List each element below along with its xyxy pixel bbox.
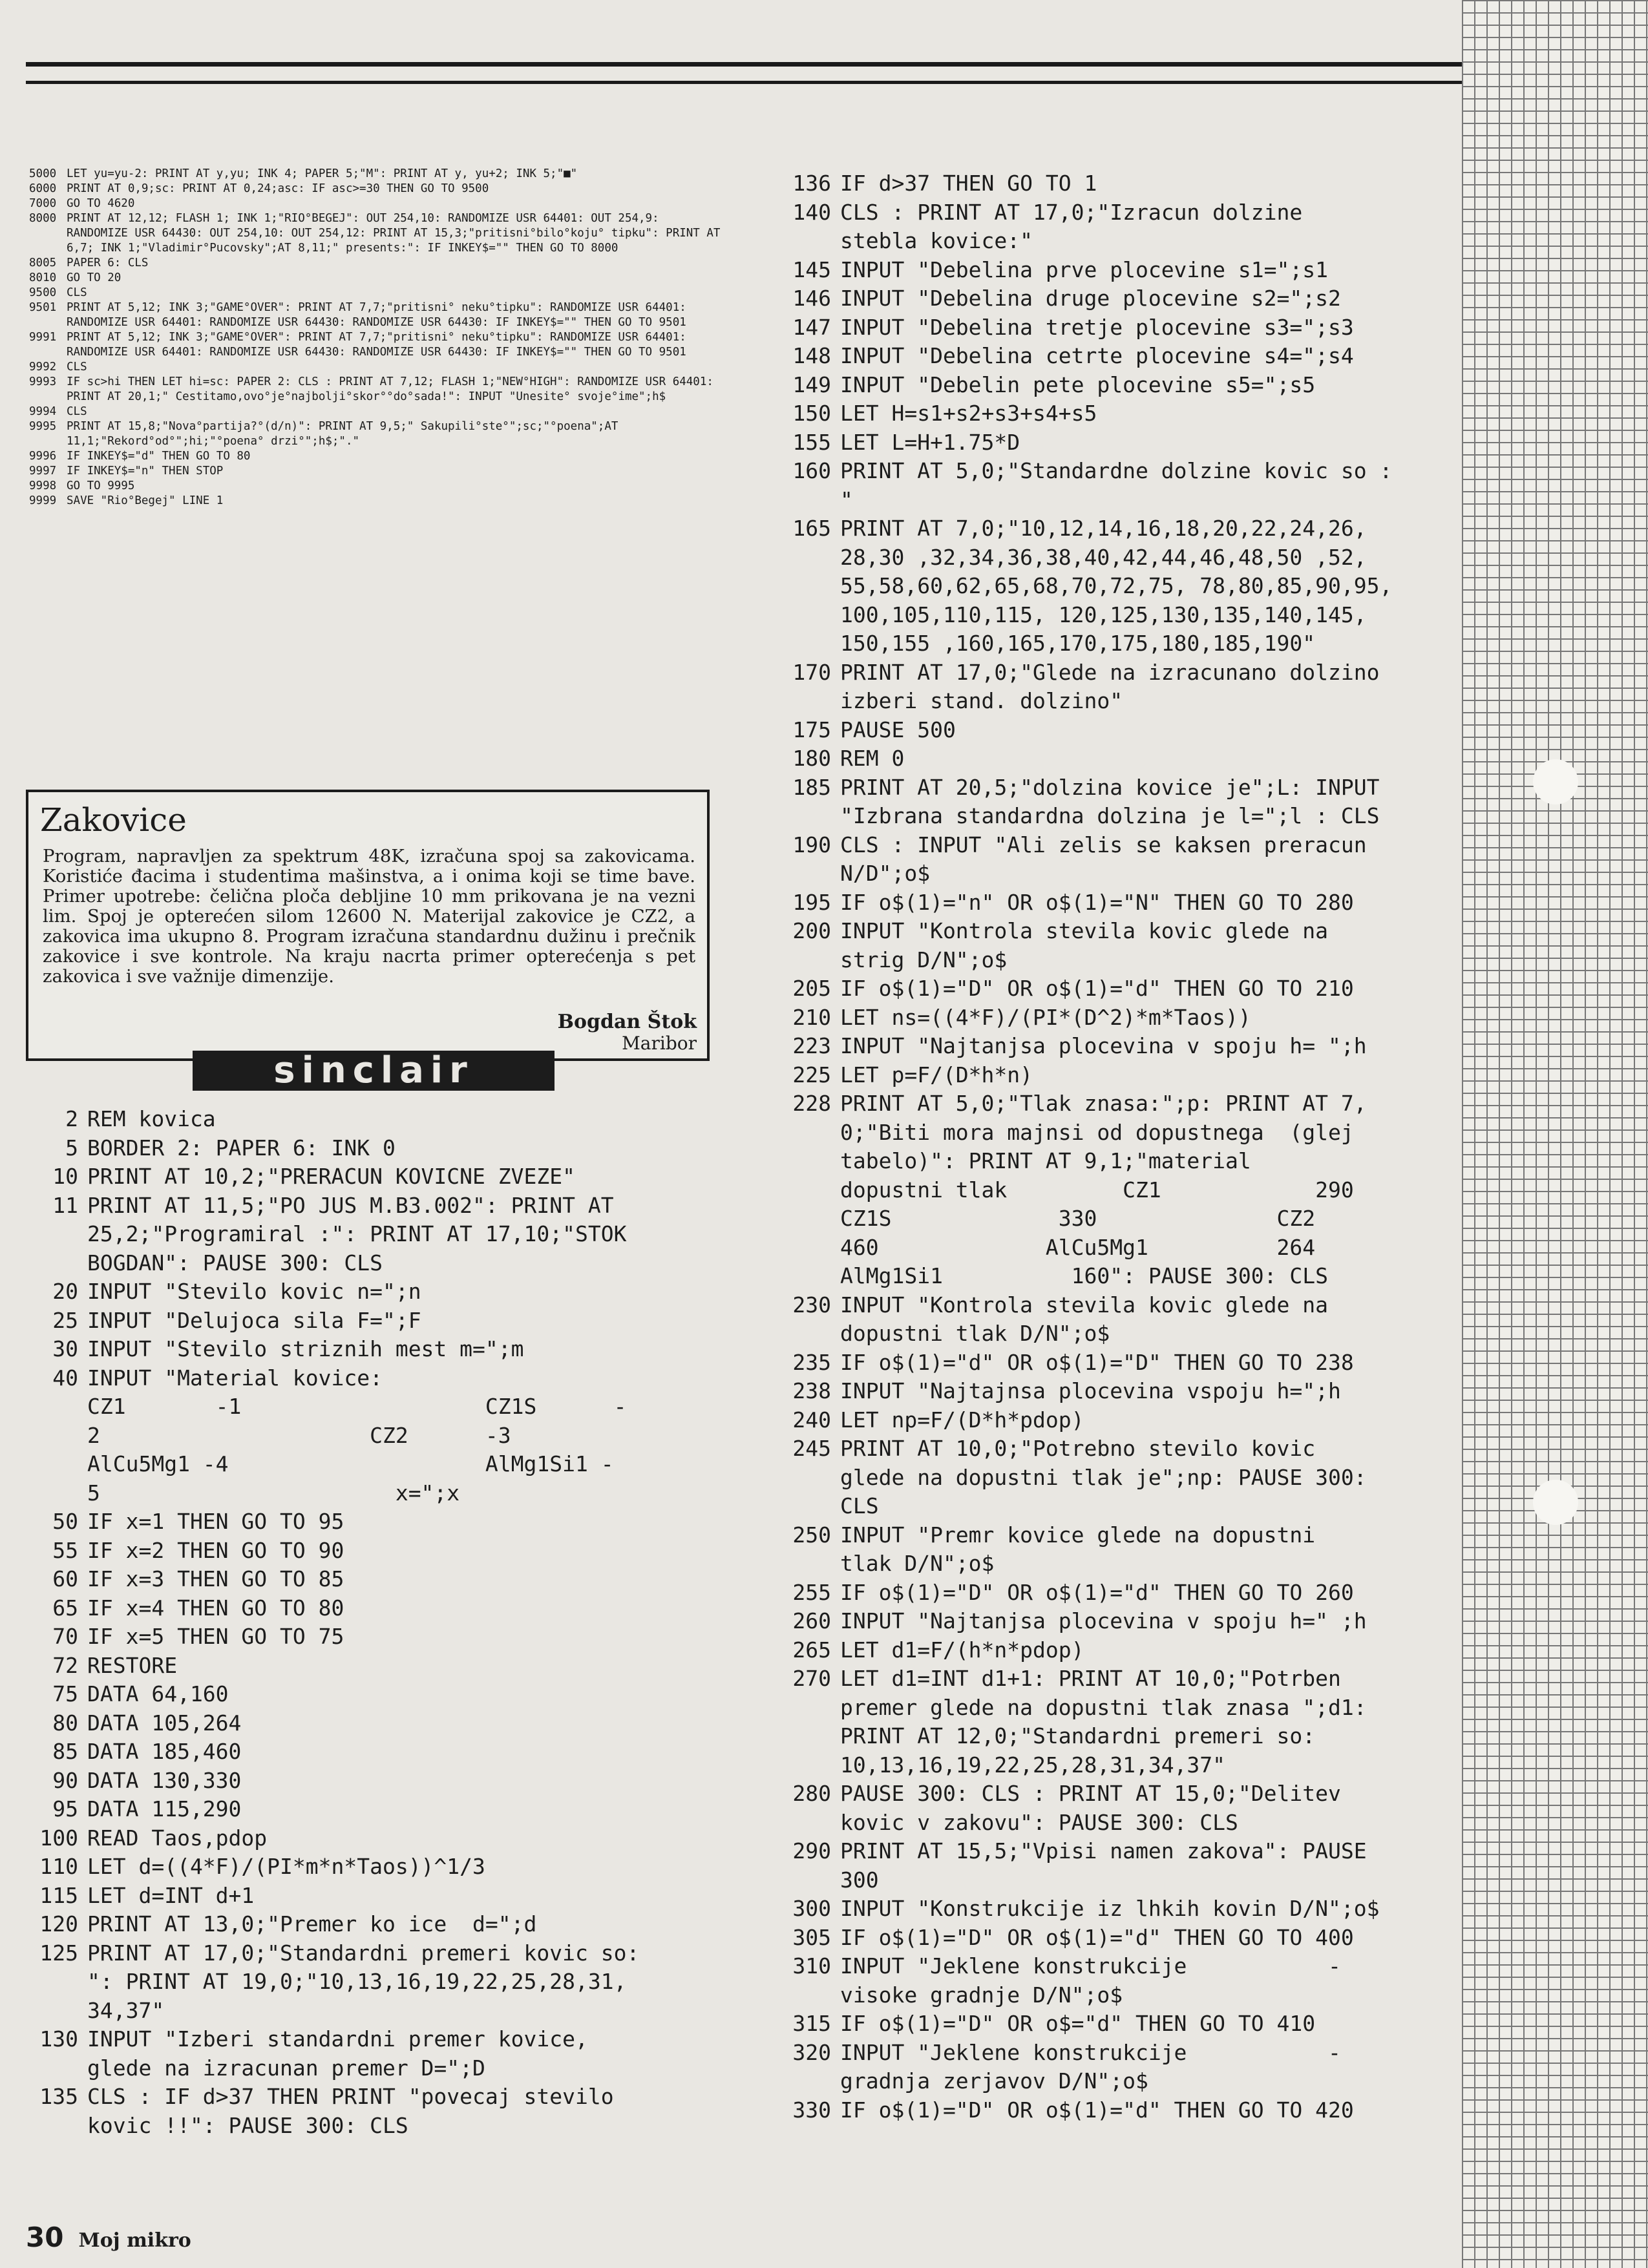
code-line — [772, 457, 1456, 514]
line-number: 11 — [52, 1192, 78, 1218]
code-line — [772, 169, 1456, 198]
line-code: PAUSE 500 — [840, 717, 956, 742]
code-line — [29, 494, 721, 509]
line-code: INPUT "Debelina cetrte plocevine s4=";s4 — [840, 343, 1354, 368]
line-number: 80 — [52, 1710, 78, 1736]
page-footer — [26, 2221, 191, 2253]
line-code: BORDER 2: PAPER 6: INK 0 — [87, 1135, 396, 1160]
code-line — [29, 1277, 714, 1307]
line-code: GO TO 20 — [67, 271, 121, 284]
line-code: INPUT "Jeklene konstrukcije - gradnja zerjavov D/N";o$ — [840, 2039, 1341, 2094]
line-code: IF x=4 THEN GO TO 80 — [87, 1595, 344, 1621]
code-line — [772, 1952, 1456, 2010]
line-number: 9501 — [29, 301, 57, 314]
code-line — [772, 1003, 1456, 1033]
code-line — [29, 464, 721, 479]
code-line — [772, 888, 1456, 918]
code-line — [772, 371, 1456, 400]
code-line — [29, 404, 721, 419]
line-code: LET L=H+1.75*D — [840, 429, 1020, 455]
code-line — [29, 256, 721, 271]
line-number: 120 — [39, 1911, 78, 1937]
line-number: 7000 — [29, 197, 57, 210]
line-code: INPUT "Debelina tretje plocevine s3=";s3 — [840, 314, 1354, 340]
code-line — [29, 1939, 714, 2026]
sinclair-logo: sinclair — [193, 1051, 555, 1091]
line-code: INPUT "Debelina prve plocevine s1=";s1 — [840, 257, 1328, 282]
line-number: 10 — [52, 1164, 78, 1189]
code-line — [29, 1853, 714, 1882]
line-number: 200 — [792, 918, 831, 943]
line-code: PRINT AT 0,9;sc: PRINT AT 0,24;asc: IF asc>=30 THEN GO TO 9500 — [67, 182, 489, 195]
line-code: LET H=s1+s2+s3+s4+s5 — [840, 401, 1097, 426]
article-author: Bogdan Štok — [557, 1011, 697, 1033]
line-number: 305 — [792, 1924, 831, 1950]
line-number: 90 — [52, 1767, 78, 1793]
line-number: 210 — [792, 1004, 831, 1030]
line-number: 72 — [52, 1652, 78, 1678]
line-number: 9994 — [29, 405, 57, 418]
line-code: INPUT "Delujoca sila F=";F — [87, 1307, 421, 1333]
line-number: 330 — [792, 2097, 831, 2123]
line-number: 145 — [792, 257, 831, 282]
code-line — [29, 1910, 714, 1939]
line-code: PAPER 6: CLS — [67, 257, 149, 269]
line-code: LET d=((4*F)/(PI*m*n*Taos))^1/3 — [87, 1854, 485, 1879]
line-number: 240 — [792, 1407, 831, 1433]
code-line — [29, 286, 721, 300]
line-code: IF o$(1)="D" OR o$(1)="d" THEN GO TO 400 — [840, 1924, 1354, 1950]
line-number: 315 — [792, 2011, 831, 2036]
code-line — [772, 974, 1456, 1003]
code-line — [29, 167, 721, 182]
line-number: 8010 — [29, 271, 57, 284]
line-number: 228 — [792, 1091, 831, 1116]
code-line — [29, 271, 721, 286]
code-line — [772, 1434, 1456, 1521]
code-line — [29, 1537, 714, 1566]
line-number: 5000 — [29, 167, 57, 180]
line-code: PRINT AT 5,0;"Tlak znasa:";p: PRINT AT 7, 0;"Biti mora majnsi od dopustnega (glej tabelo)": PRINT AT 9,1;"material dopustni tlak CZ1 290 CZ1S 330 CZ2 460 AlCu5Mg1 264 AlMg1Si1 160": PAUSE 300: CLS — [840, 1091, 1367, 1288]
code-line — [29, 1824, 714, 1853]
line-code: SAVE "Rio°Begej" LINE 1 — [67, 494, 224, 507]
code-line — [29, 1565, 714, 1594]
code-line — [772, 2010, 1456, 2039]
line-code: INPUT "Debelina druge plocevine s2=";s2 — [840, 286, 1341, 311]
code-line — [29, 360, 721, 375]
line-number: 9992 — [29, 361, 57, 373]
line-code: DATA 64,160 — [87, 1681, 229, 1706]
basic-listing-right — [772, 169, 1456, 2125]
line-code: INPUT "Najtajnsa plocevina vspoju h=";h — [840, 1378, 1341, 1403]
line-number: 20 — [52, 1279, 78, 1304]
line-number: 250 — [792, 1522, 831, 1548]
line-number: 170 — [792, 659, 831, 685]
code-line — [772, 1579, 1456, 1608]
line-code: IF INKEY$="d" THEN GO TO 80 — [67, 450, 251, 463]
code-line — [29, 1680, 714, 1709]
line-number: 6000 — [29, 182, 57, 195]
line-code: GO TO 9995 — [67, 479, 135, 492]
line-number: 320 — [792, 2039, 831, 2065]
line-number: 130 — [39, 2026, 78, 2052]
code-line — [29, 1738, 714, 1767]
code-line — [772, 1349, 1456, 1378]
line-code: GO TO 4620 — [67, 197, 135, 210]
line-number: 30 — [52, 1336, 78, 1361]
line-number: 110 — [39, 1854, 78, 1879]
line-number: 146 — [792, 286, 831, 311]
code-line — [772, 1636, 1456, 1665]
line-number: 140 — [792, 199, 831, 225]
line-code: CLS : IF d>37 THEN PRINT "povecaj stevilo kovic !!": PAUSE 300: CLS — [87, 2084, 614, 2138]
line-code: INPUT "Najtanjsa plocevina v spoju h=" ;h — [840, 1608, 1367, 1633]
line-code: INPUT "Najtanjsa plocevina v spoju h= ";h — [840, 1033, 1367, 1058]
line-number: 149 — [792, 372, 831, 397]
code-line — [29, 1882, 714, 1911]
line-number: 280 — [792, 1781, 831, 1806]
code-line — [29, 375, 721, 404]
code-line — [772, 284, 1456, 313]
line-number: 135 — [39, 2084, 78, 2109]
line-code: IF o$(1)="D" OR o$(1)="d" THEN GO TO 420 — [840, 2097, 1354, 2123]
line-code: PRINT AT 10,0;"Potrebno stevilo kovic glede na dopustni tlak je";np: PAUSE 300: CLS — [840, 1436, 1367, 1518]
code-line — [29, 1192, 714, 1278]
line-number: 265 — [792, 1637, 831, 1663]
magazine-name: Moj mikro — [78, 2229, 191, 2252]
code-line — [29, 330, 721, 360]
line-code: PRINT AT 11,5;"PO JUS M.B3.002": PRINT AT 25,2;"Programiral :": PRINT AT 17,10;"STOK BOGDAN": PAUSE 300: CLS — [87, 1192, 627, 1276]
line-number: 85 — [52, 1739, 78, 1764]
line-code: INPUT "Kontrola stevila kovic glede na strig D/N";o$ — [840, 918, 1328, 972]
line-code: CLS — [67, 361, 87, 373]
line-code: IF x=1 THEN GO TO 95 — [87, 1509, 344, 1534]
punch-hole — [1533, 759, 1578, 804]
line-code: PRINT AT 5,12; INK 3;"GAME°OVER": PRINT AT 7,7;"pritisni° neku°tipku": RANDOMIZE USR 64401: RANDOMIZE USR 64401: RANDOMIZE USR 64430: RANDOMIZE USR 64430: IF INKEY$="" THEN GO TO 9501 — [67, 301, 693, 329]
line-number: 70 — [52, 1624, 78, 1649]
line-number: 160 — [792, 458, 831, 483]
line-number: 190 — [792, 832, 831, 857]
line-code: LET np=F/(D*h*pdop) — [840, 1407, 1084, 1433]
code-line — [29, 300, 721, 330]
line-number: 245 — [792, 1436, 831, 1461]
code-line — [772, 1291, 1456, 1349]
line-number: 9991 — [29, 331, 57, 344]
code-line — [772, 514, 1456, 658]
code-line — [29, 1105, 714, 1134]
line-number: 125 — [39, 1940, 78, 1966]
code-line — [772, 1521, 1456, 1579]
code-line — [29, 449, 721, 464]
line-code: REM 0 — [840, 746, 905, 771]
line-code: PRINT AT 5,12; INK 3;"GAME°OVER": PRINT AT 7,7;"pritisni° neku°tipku": RANDOMIZE USR 64401: RANDOMIZE USR 64401: RANDOMIZE USR 64430: RANDOMIZE USR 64430: IF INKEY$="" THEN GO TO 9501 — [67, 331, 693, 359]
line-code: INPUT "Stevilo striznih mest m=";m — [87, 1336, 524, 1361]
punch-hole — [1533, 1480, 1578, 1525]
line-code: PRINT AT 12,12; FLASH 1; INK 1;"RIO°BEGEJ": OUT 254,10: RANDOMIZE USR 64401: OUT 254,9: RANDOMIZE USR 64430: OUT 254,10: OUT 254,12: PRINT AT 15,3;"pritisni°bilo°koju° tipku": PRINT AT 6,7; INK 1;"Vladimir°Pucovsky";AT 8,11;" presents:": IF INKEY$="" THEN GO TO 8000 — [67, 212, 727, 255]
line-number: 148 — [792, 343, 831, 368]
line-code: PRINT AT 17,0;"Glede na izracunano dolzino izberi stand. dolzino" — [840, 659, 1380, 713]
line-number: 9996 — [29, 450, 57, 463]
line-code: LET d=INT d+1 — [87, 1882, 255, 1908]
line-number: 180 — [792, 746, 831, 771]
line-code: INPUT "Material kovice: CZ1 -1 CZ1S - 2 CZ2 -3 AlCu5Mg1 -4 AlMg1Si1 - 5 x=";x — [87, 1365, 627, 1506]
code-line — [772, 313, 1456, 342]
code-line — [772, 342, 1456, 371]
line-number: 115 — [39, 1882, 78, 1908]
line-code: INPUT "Izberi standardni premer kovice, glede na izracunan premer D=";D — [87, 2026, 588, 2081]
line-code: PRINT AT 17,0;"Standardni premeri kovic so: ": PRINT AT 19,0;"10,13,16,19,22,25,28,31, 34,37" — [87, 1940, 640, 2023]
code-line — [29, 1594, 714, 1623]
line-code: CLS — [67, 286, 87, 299]
code-line — [772, 2096, 1456, 2125]
line-code: PRINT AT 20,5;"dolzina kovice je";L: INPUT "Izbrana standardna dolzina je l=";l : CLS — [840, 774, 1380, 828]
line-number: 60 — [52, 1566, 78, 1591]
line-code: DATA 185,460 — [87, 1739, 242, 1764]
line-number: 40 — [52, 1365, 78, 1391]
code-line — [29, 2025, 714, 2083]
line-code: CLS : INPUT "Ali zelis se kaksen preracun N/D";o$ — [840, 832, 1367, 886]
line-number: 205 — [792, 976, 831, 1001]
line-number: 230 — [792, 1292, 831, 1318]
code-line — [29, 1507, 714, 1537]
line-code: LET d1=INT d1+1: PRINT AT 10,0;"Potrben premer glede na dopustni tlak znasa ";d1: PRINT AT 12,0;"Standardni premeri so: 10,13,16,19,22,25,28,31,34,37" — [840, 1666, 1367, 1778]
basic-listing-left — [29, 1105, 714, 2140]
line-number: 290 — [792, 1838, 831, 1864]
line-number: 175 — [792, 717, 831, 742]
line-code: LET ns=((4*F)/(PI*(D^2)*m*Taos)) — [840, 1004, 1251, 1030]
line-code: CLS : PRINT AT 17,0;"Izracun dolzine stebla kovice:" — [840, 199, 1303, 253]
line-code: CLS — [67, 405, 87, 418]
code-line — [772, 658, 1456, 716]
line-number: 50 — [52, 1509, 78, 1534]
line-code: PRINT AT 7,0;"10,12,14,16,18,20,22,24,26, 28,30 ,32,34,36,38,40,42,44,46,48,50 ,52, 55,58,60,62,65,68,70,72,75, 78,80,85,90,95, 100,105,110,115, 120,125,130,135,140,145, 150,155 ,160,165,170,175,180,185,190" — [840, 516, 1393, 656]
code-line — [772, 1377, 1456, 1406]
line-number: 300 — [792, 1896, 831, 1921]
code-line — [29, 1622, 714, 1652]
code-line — [29, 1134, 714, 1163]
line-code: IF o$(1)="D" OR o$(1)="d" THEN GO TO 260 — [840, 1579, 1354, 1605]
line-number: 55 — [52, 1537, 78, 1563]
line-code: IF INKEY$="n" THEN STOP — [67, 465, 224, 478]
line-number: 238 — [792, 1378, 831, 1403]
code-line — [772, 773, 1456, 831]
code-line — [772, 1406, 1456, 1435]
article-body: Program, napravljen za spektrum 48K, izračuna spoj sa zakovicama. Koristiće đacima i studentima mašinstva, a i onima koji se time bave. Primer upotrebe: čelična ploča debljine 10 mm prikovana je na vezni lim. Spoj je opterećen silom 12600 N. Materijal zakovice je CZ2, a zakovica ima ukupno 8. Program izračuna standardnu dužinu i prečnik zakovice i sve kontrole. Na kraju nacrta primer opterećenja s pet zakovica i sve važnije dimenzije. — [43, 846, 695, 987]
code-line — [772, 1780, 1456, 1837]
line-number: 150 — [792, 401, 831, 426]
code-line — [29, 182, 721, 196]
line-number: 8000 — [29, 212, 57, 225]
line-code: IF x=5 THEN GO TO 75 — [87, 1624, 344, 1649]
code-line — [29, 1162, 714, 1192]
line-number: 8005 — [29, 257, 57, 269]
line-number: 5 — [65, 1135, 78, 1160]
line-number: 9998 — [29, 479, 57, 492]
line-code: INPUT "Debelin pete plocevine s5=";s5 — [840, 372, 1316, 397]
code-line — [29, 2083, 714, 2140]
line-code: LET d1=F/(h*n*pdop) — [840, 1637, 1084, 1663]
line-number: 100 — [39, 1825, 78, 1851]
line-number: 9500 — [29, 286, 57, 299]
line-code: IF o$(1)="D" OR o$(1)="d" THEN GO TO 210 — [840, 976, 1354, 1001]
code-line — [29, 211, 727, 256]
line-number: 270 — [792, 1666, 831, 1691]
code-line — [772, 917, 1456, 974]
line-code: INPUT "Stevilo kovic n=";n — [87, 1279, 421, 1304]
article-city: Maribor — [622, 1033, 697, 1054]
code-line — [29, 1709, 714, 1738]
code-line — [772, 1664, 1456, 1780]
code-line — [772, 744, 1456, 773]
line-code: IF x=3 THEN GO TO 85 — [87, 1566, 344, 1591]
line-code: PAUSE 300: CLS : PRINT AT 15,0;"Delitev kovic v zakovu": PAUSE 300: CLS — [840, 1781, 1341, 1835]
line-code: REM kovica — [87, 1106, 216, 1131]
code-line — [772, 256, 1456, 285]
code-line — [772, 2039, 1456, 2096]
code-line — [29, 1364, 714, 1508]
line-code: DATA 115,290 — [87, 1796, 242, 1822]
line-code: READ Taos,pdop — [87, 1825, 268, 1851]
code-line — [29, 1307, 714, 1336]
code-line — [29, 1652, 714, 1681]
code-line — [772, 1607, 1456, 1636]
code-line — [29, 1795, 714, 1824]
code-line — [772, 1837, 1456, 1895]
code-line — [772, 198, 1456, 256]
line-number: 95 — [52, 1796, 78, 1822]
code-line — [29, 1335, 714, 1364]
line-code: INPUT "Konstrukcije iz lhkih kovin D/N";o$ — [840, 1896, 1380, 1921]
line-number: 255 — [792, 1579, 831, 1605]
line-number: 9993 — [29, 375, 57, 388]
line-number: 147 — [792, 314, 831, 340]
line-number: 25 — [52, 1307, 78, 1333]
code-line — [29, 419, 721, 449]
code-line — [772, 1032, 1456, 1061]
line-number: 2 — [65, 1106, 78, 1131]
line-code: IF d>37 THEN GO TO 1 — [840, 171, 1097, 196]
line-code: INPUT "Kontrola stevila kovic glede na dopustni tlak D/N";o$ — [840, 1292, 1328, 1346]
code-line — [29, 196, 721, 211]
line-number: 165 — [792, 516, 831, 541]
line-number: 136 — [792, 171, 831, 196]
line-code: RESTORE — [87, 1652, 178, 1678]
line-code: IF sc>hi THEN LET hi=sc: PAPER 2: CLS : PRINT AT 7,12; FLASH 1;"NEW°HIGH": RANDOMIZE USR 64401: PRINT AT 20,1;" Cestitamo,ovo°je°najbolji°skor°°do°sada!": INPUT "Unesite° svoje°ime";h$ — [67, 375, 721, 403]
line-number: 9999 — [29, 494, 57, 507]
line-number: 65 — [52, 1595, 78, 1621]
article-title: Zakovice — [40, 801, 187, 839]
code-line — [772, 716, 1456, 745]
line-code: INPUT "Premr kovice glede na dopustni tlak D/N";o$ — [840, 1522, 1316, 1576]
line-number: 75 — [52, 1681, 78, 1706]
line-number: 235 — [792, 1349, 831, 1375]
code-line — [772, 1895, 1456, 1924]
line-code: PRINT AT 15,8;"Nova°partija?°(d/n)": PRINT AT 9,5;" Sakupili°ste°";sc;"°poena";AT 11,1;"Rekord°od°";hi;"°poena° drzi°";h$;"." — [67, 420, 625, 448]
code-line — [29, 1767, 714, 1796]
small-basic-listing — [29, 167, 727, 509]
code-line — [772, 1924, 1456, 1953]
line-number: 260 — [792, 1608, 831, 1633]
line-number: 195 — [792, 889, 831, 915]
line-code: PRINT AT 5,0;"Standardne dolzine kovic so : " — [840, 458, 1393, 512]
line-number: 225 — [792, 1062, 831, 1087]
line-code: PRINT AT 15,5;"Vpisi namen zakova": PAUSE 300 — [840, 1838, 1367, 1893]
line-code: DATA 130,330 — [87, 1767, 242, 1793]
line-code: DATA 105,264 — [87, 1710, 242, 1736]
line-code: IF o$(1)="n" OR o$(1)="N" THEN GO TO 280 — [840, 889, 1354, 915]
code-line — [29, 479, 721, 494]
top-rule — [26, 62, 1464, 84]
line-code: IF o$(1)="D" OR o$="d" THEN GO TO 410 — [840, 2011, 1316, 2036]
line-number: 310 — [792, 1953, 831, 1979]
line-number: 155 — [792, 429, 831, 455]
line-code: IF o$(1)="d" OR o$(1)="D" THEN GO TO 238 — [840, 1349, 1354, 1375]
page-number: 30 — [26, 2221, 64, 2253]
line-code: INPUT "Jeklene konstrukcije - visoke gradnje D/N";o$ — [840, 1953, 1341, 2008]
line-number: 9995 — [29, 420, 57, 433]
line-code: IF x=2 THEN GO TO 90 — [87, 1537, 344, 1563]
line-code: PRINT AT 10,2;"PRERACUN KOVICNE ZVEZE" — [87, 1164, 575, 1189]
line-number: 185 — [792, 774, 831, 800]
graph-paper-strip — [1462, 0, 1648, 2268]
code-line — [772, 399, 1456, 428]
line-code: PRINT AT 13,0;"Premer ko ice d=";d — [87, 1911, 537, 1937]
code-line — [772, 1089, 1456, 1291]
sinclair-logo-bar — [26, 1049, 710, 1091]
article-box — [26, 790, 710, 1061]
code-line — [772, 1061, 1456, 1090]
line-code: LET yu=yu-2: PRINT AT y,yu; INK 4; PAPER 5;"M": PRINT AT y, yu+2; INK 5;"■" — [67, 167, 578, 180]
line-code: LET p=F/(D*h*n) — [840, 1062, 1033, 1087]
line-number: 223 — [792, 1033, 831, 1058]
code-line — [772, 428, 1456, 457]
code-line — [772, 831, 1456, 888]
line-number: 9997 — [29, 465, 57, 478]
